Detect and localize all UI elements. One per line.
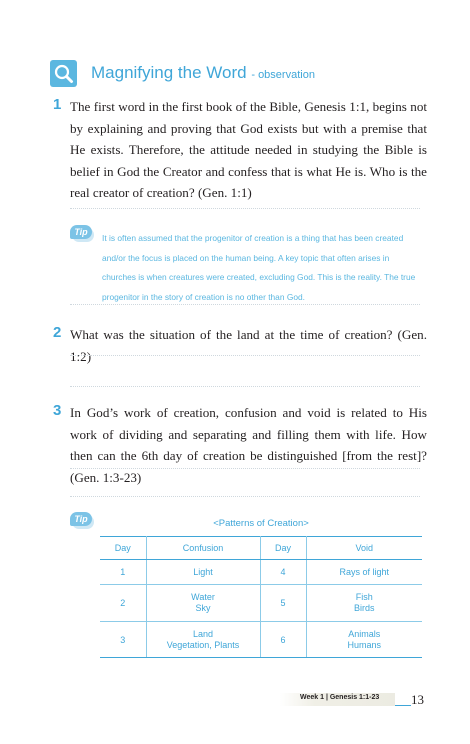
header-void: Void <box>306 537 422 560</box>
question-number: 1 <box>53 96 62 113</box>
tip-text: It is often assumed that the progenitor of creation is a thing that has been created and/or the focus is placed on the human being. A key topic that often arises in churches is when creatures were created, excluding God. This is the reality. The true progenitor in the story of creation is no other than God. <box>102 233 416 302</box>
cell-line: Water <box>191 592 215 602</box>
cell-line: Land <box>192 628 214 639</box>
patterns-table <box>100 536 422 658</box>
cell-line: Light <box>193 566 213 577</box>
header-day: Day <box>260 537 306 560</box>
cell-line: Sky <box>195 603 211 613</box>
table-cell: 6 <box>260 622 306 658</box>
table-row <box>100 622 422 658</box>
table-cell: 1 <box>100 560 146 585</box>
table-caption: <Patterns of Creation> <box>213 518 309 529</box>
divider <box>70 304 420 305</box>
section-title <box>91 63 315 83</box>
answer-line[interactable] <box>70 355 420 356</box>
cell-line: Vegetation, Plants <box>166 639 240 650</box>
page-number: 13 <box>411 692 424 707</box>
answer-line[interactable] <box>70 386 420 387</box>
answer-line[interactable] <box>70 496 420 497</box>
table-header-row <box>100 537 422 560</box>
question-number: 3 <box>53 402 62 419</box>
table-cell <box>306 622 422 658</box>
magnifier-icon <box>50 60 77 87</box>
cell-line: Humans <box>347 639 381 650</box>
question-text: The first word in the first book of the Bible, Genesis 1:1, begins not by explaining and proving that God exists but with a premise that He exists. Therefore, the attitude needed in studying the Bible is belief in God the Creator and confess that is what He is. Who is the real creator of creation? (Gen. 1:1) <box>70 99 427 200</box>
table-cell: 3 <box>100 622 146 658</box>
header-day: Day <box>100 537 146 560</box>
cell-line: Fish <box>355 592 373 602</box>
cell-line: Animals <box>348 628 381 639</box>
table-cell <box>146 622 260 658</box>
answer-line[interactable] <box>70 468 420 469</box>
question-text: What was the situation of the land at the time of creation? (Gen. 1:2) <box>70 327 427 364</box>
tip-badge: Tip <box>70 225 92 239</box>
question-number: 2 <box>53 324 62 341</box>
table-cell <box>306 585 422 622</box>
question-text: In God’s work of creation, confusion and void is related to His work of dividing and separating and filling them with life. How then can the 6th day of creation be distinguished [from the rest]? (Gen. 1:3-23) <box>70 405 427 485</box>
footer-rule <box>395 705 411 706</box>
tip-badge: Tip <box>70 512 92 526</box>
table-cell: 5 <box>260 585 306 622</box>
header-confusion: Confusion <box>146 537 260 560</box>
answer-line[interactable] <box>70 208 420 209</box>
table-cell: 2 <box>100 585 146 622</box>
cell-line: Birds <box>353 603 375 613</box>
table-cell <box>146 585 260 622</box>
cell-line: Rays of light <box>339 566 390 577</box>
table-cell: 4 <box>260 560 306 585</box>
table-row <box>100 560 422 585</box>
table-cell <box>146 560 260 585</box>
table-cell <box>306 560 422 585</box>
footer-label: Week 1 | Genesis 1:1-23 <box>300 694 380 701</box>
section-title-text: Magnifying the Word <box>91 63 247 82</box>
section-subtitle: - observation <box>251 69 315 81</box>
table-row <box>100 585 422 622</box>
